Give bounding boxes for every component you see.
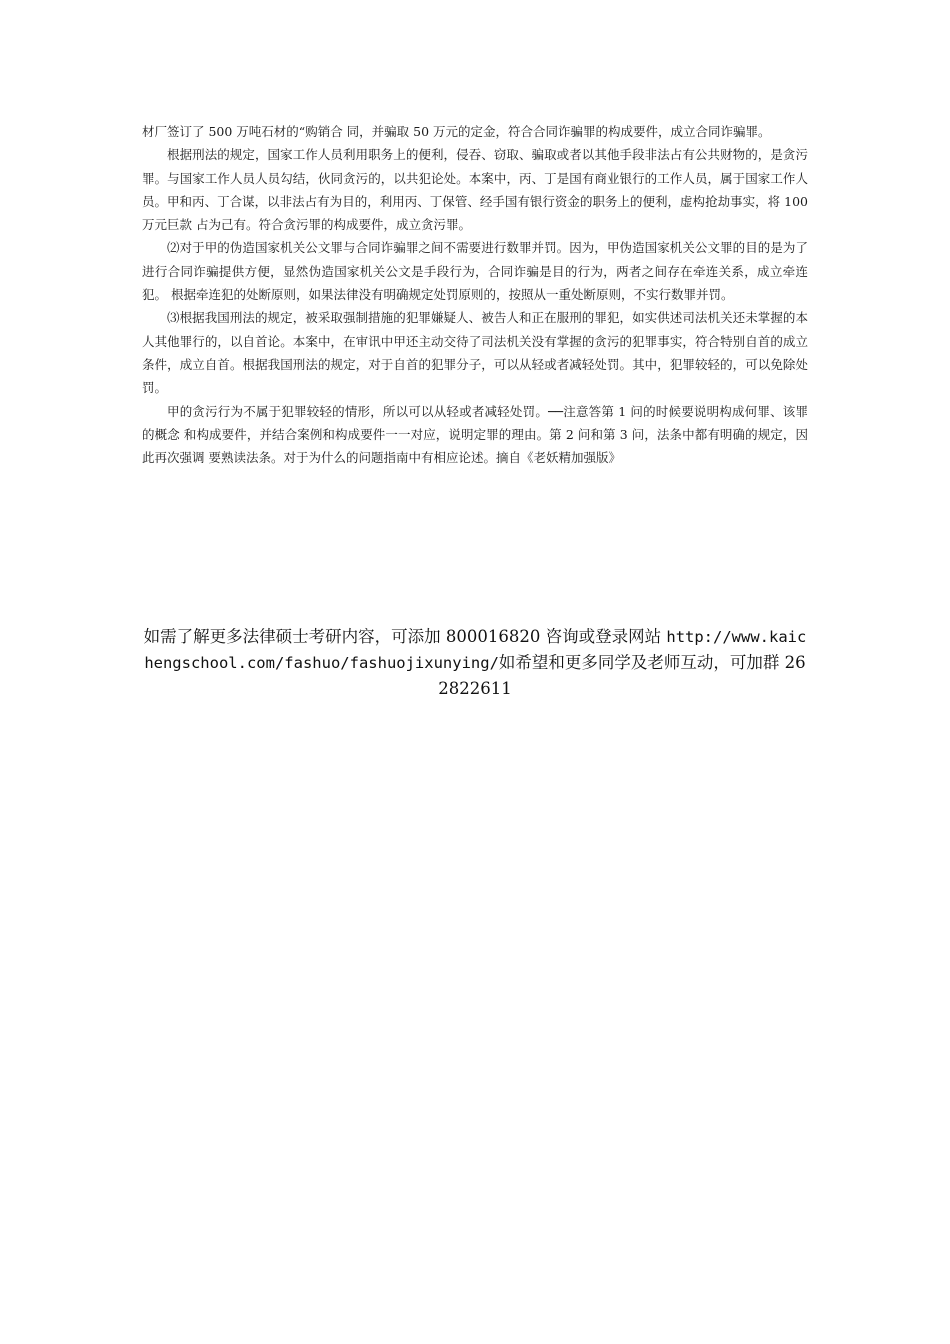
promo-text-group: 如希望和更多同学及老师互动，可加群 262822611 [438, 653, 806, 698]
paragraph-contract-fraud: 材厂签订了 500 万吨石材的“购销合 同，并骗取 50 万元的定金，符合合同诈骗罪的构成要件，成立合同诈骗罪。 [142, 124, 771, 139]
paragraph-answer-notes: 甲的贪污行为不属于犯罪较轻的情形，所以可以从轻或者减轻处罚。──注意答第 1 问的时候要说明构成何罪、该罪的概念 和构成要件，并结合案例和构成要件一一对应，说明定罪的理由。第 2 问和第 3 问，法条中都有明确的规定，因此再次强调 要熟读法条。对于为什么的问题指南中有相应论述。摘自《老妖精加强版》 [142, 403, 808, 466]
paragraph-implicated-offense: ⑵对于甲的伪造国家机关公文罪与合同诈骗罪之间不需要进行数罪并罚。因为，甲伪造国家机关公文罪的目的是为了 进行合同诈骗提供方便，显然伪造国家机关公文是手段行为，合同诈骗是目的行为，两者之间存在牵连关系，成立牵连犯。 根据牵连犯的处断原则，如果法律没有明确规定处罚原则的，按照从一重处断原则，不实行数罪并罚。 [142, 240, 808, 303]
paragraph-surrender: ⑶根据我国刑法的规定，被采取强制措施的犯罪嫌疑人、被告人和正在服刑的罪犯，如实供述司法机关还未掌握的本 人其他罪行的，以自首论。本案中，在审讯中甲还主动交待了司法机关没有掌握的贪污的犯罪事实，符合特别自首的成立条件，成立自首。根据我国刑法的规定，对于自首的犯罪分子，可以从轻或者减轻处罚。其中，犯罪较轻的，可以免除处罚。 [142, 310, 808, 396]
promo-text-contact: 如需了解更多法律硕士考研内容，可添加 800016820 咨询或登录网站 [143, 627, 667, 646]
promo-notice [142, 624, 808, 702]
promo-website-link[interactable]: http://www.kaichengschool.com/fashuo/fashuojixunying/ [144, 628, 807, 672]
document-body [142, 120, 808, 469]
paragraph-embezzlement: 根据刑法的规定，国家工作人员利用职务上的便利，侵吞、窃取、骗取或者以其他手段非法占有公共财物的，是贪污罪。与国家工作人员人员勾结，伙同贪污的，以共犯论处。本案中，丙、丁是国有商业银行的工作人员，属于国家工作人员。甲和丙、丁合谋，以非法占有为目的，利用丙、丁保管、经手国有银行资金的职务上的便利，虚构抢劫事实，将 100 万元巨款 占为己有。符合贪污罪的构成要件，成立贪污罪。 [142, 147, 808, 233]
